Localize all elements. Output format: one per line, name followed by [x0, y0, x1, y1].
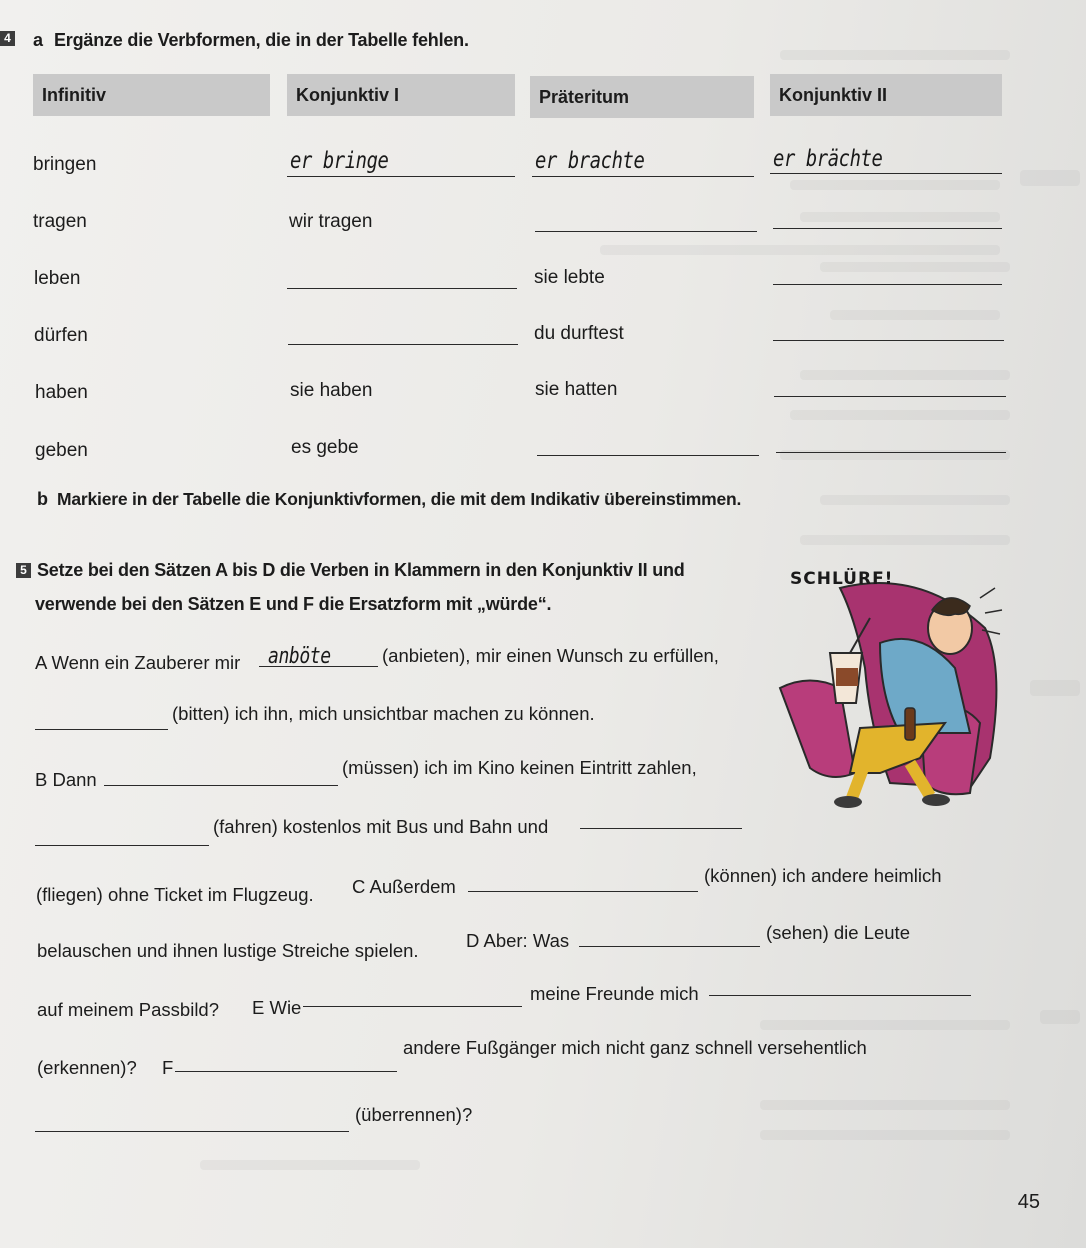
sentence-text: F: [162, 1057, 174, 1078]
answer-line[interactable]: [535, 231, 757, 232]
task-a-instruction: Ergänze die Verbformen, die in der Tabelle fehlen.: [54, 30, 469, 50]
sentence-text: belauschen und ihnen lustige Streiche spielen.: [37, 940, 419, 961]
answer-line[interactable]: [773, 340, 1004, 341]
sentence-text: (erkennen)?: [37, 1057, 137, 1078]
gap-line[interactable]: [579, 946, 760, 947]
sentence-text: meine Freunde mich: [530, 983, 699, 1004]
header-praeteritum: Präteritum: [530, 76, 754, 118]
answer-line[interactable]: [774, 396, 1006, 397]
answer-line[interactable]: [776, 452, 1006, 453]
header-konjunktiv-2: Konjunktiv II: [770, 74, 1002, 116]
sentence-text: (fahren) kostenlos mit Bus und Bahn und: [213, 816, 549, 837]
sentence-text: (bitten) ich ihn, mich unsichtbar machen zu können.: [172, 703, 595, 724]
answer-line[interactable]: [773, 284, 1002, 285]
task-b-instruction: Markiere in der Tabelle die Konjunktivformen, die mit dem Indikativ übereinstimmen.: [57, 489, 742, 509]
table-cell: tragen: [33, 211, 87, 232]
table-cell: sie lebte: [534, 267, 605, 288]
table-cell: leben: [34, 268, 81, 289]
answer-line[interactable]: [287, 288, 517, 289]
table-cell: geben: [35, 440, 88, 461]
table-cell: bringen: [33, 154, 97, 175]
gap-line[interactable]: [35, 845, 209, 846]
sentence-text: (müssen) ich im Kino keinen Eintritt zahlen,: [342, 757, 697, 778]
table-cell: du durftest: [534, 323, 624, 344]
sentence-text: (fliegen) ohne Ticket im Flugzeug.: [36, 884, 314, 905]
illustration-caption: SCHLÜRF!: [790, 569, 894, 589]
exercise-5-instruction-line2: verwende bei den Sätzen E und F die Ersatzform mit „würde“.: [35, 594, 552, 614]
sentence-text: andere Fußgänger mich nicht ganz schnell versehentlich: [403, 1037, 867, 1058]
sentence-text: auf meinem Passbild?: [37, 999, 220, 1020]
sentence-text: E Wie: [252, 997, 302, 1018]
illustration-svg: [770, 558, 1010, 818]
answer-line[interactable]: [287, 176, 515, 177]
table-cell: sie hatten: [535, 379, 618, 400]
task-b-label: b: [37, 489, 48, 509]
handwritten-answer: er bringe: [290, 148, 389, 174]
table-cell: dürfen: [34, 325, 88, 346]
sentence-text: C Außerdem: [352, 876, 456, 897]
answer-line[interactable]: [288, 344, 518, 345]
exercise-number-badge: 4: [0, 31, 15, 46]
sentence-text: D Aber: Was: [466, 930, 570, 951]
task-a-label: a: [33, 30, 43, 50]
gap-line[interactable]: [175, 1071, 397, 1072]
handwritten-answer: anböte: [268, 644, 331, 669]
table-cell: wir tragen: [289, 211, 373, 232]
sentence-text: (sehen) die Leute: [766, 922, 910, 943]
gap-line[interactable]: [468, 891, 698, 892]
gap-line[interactable]: [35, 729, 168, 730]
gap-line[interactable]: [259, 666, 378, 667]
sentence-text: (können) ich andere heimlich: [704, 865, 942, 886]
sentence-text: B Dann: [35, 769, 97, 790]
sentence-text: (überrennen)?: [355, 1104, 473, 1125]
gap-line[interactable]: [303, 1006, 522, 1007]
gap-line[interactable]: [709, 995, 971, 996]
sentence-text: (anbieten), mir einen Wunsch zu erfüllen,: [382, 645, 719, 666]
page-number: 45: [1017, 1191, 1040, 1213]
sentence-text: A Wenn ein Zauberer mir: [35, 652, 241, 673]
illustration-cinema-man: [770, 558, 1010, 818]
answer-line[interactable]: [773, 228, 1002, 229]
handwritten-answer: er brachte: [535, 148, 645, 174]
header-konjunktiv-1: Konjunktiv I: [287, 74, 515, 116]
gap-line[interactable]: [104, 785, 338, 786]
gap-line[interactable]: [35, 1131, 349, 1132]
answer-line[interactable]: [532, 176, 754, 177]
handwritten-answer: er brächte: [773, 146, 883, 172]
exercise-5-instruction-line1: Setze bei den Sätzen A bis D die Verben in Klammern in den Konjunktiv II und: [37, 560, 685, 580]
answer-line[interactable]: [537, 455, 759, 456]
table-cell: es gebe: [291, 437, 359, 458]
header-infinitiv: Infinitiv: [33, 74, 270, 116]
answer-line[interactable]: [770, 173, 1002, 174]
gap-line[interactable]: [580, 828, 742, 829]
table-cell: haben: [35, 382, 88, 403]
table-cell: sie haben: [290, 380, 373, 401]
exercise-number-badge: 5: [16, 563, 31, 578]
